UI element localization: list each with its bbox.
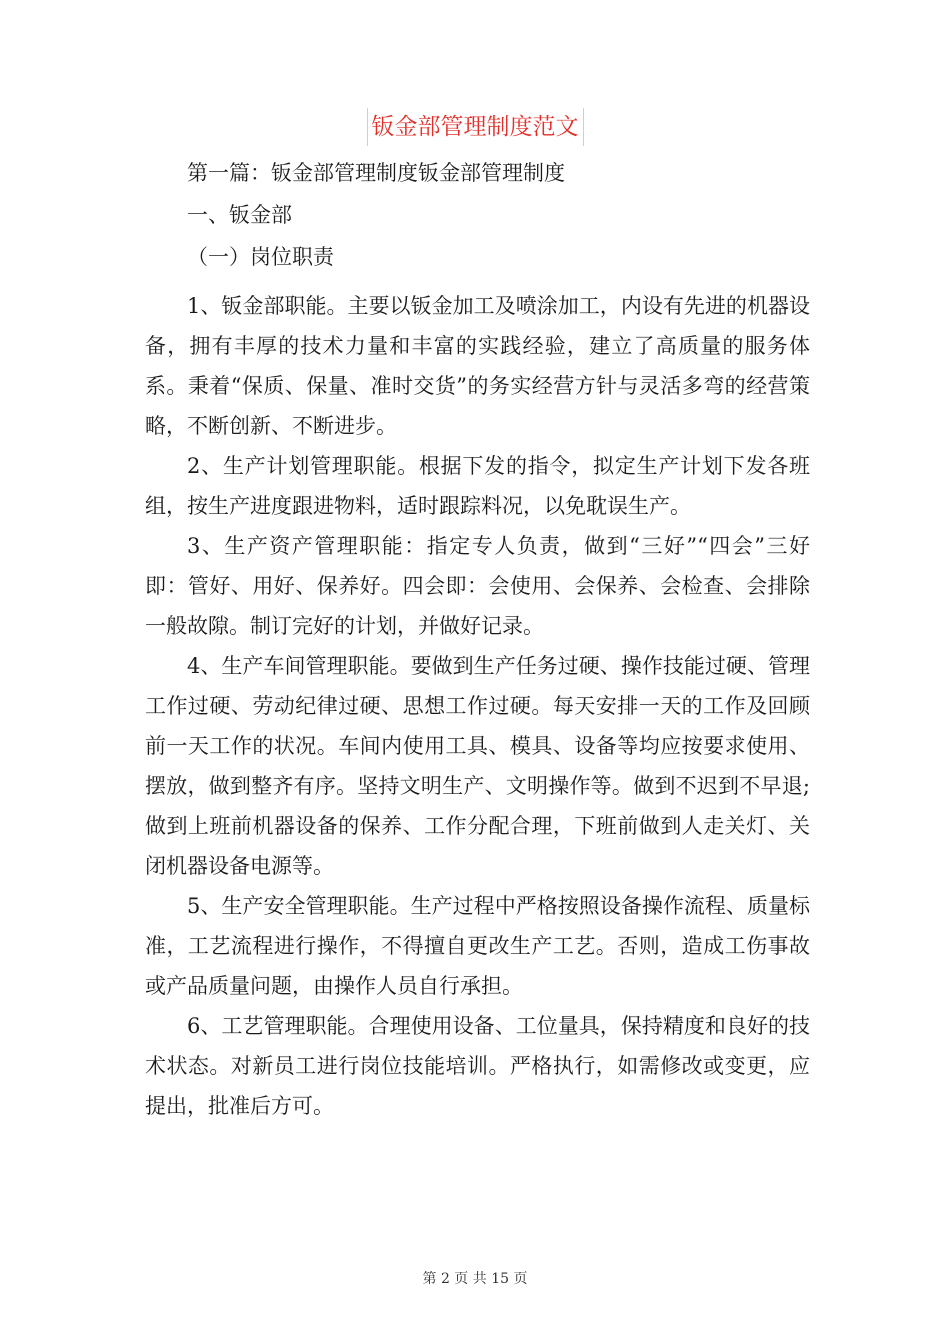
heading-chapter: 第一篇：钣金部管理制度钣金部管理制度 — [187, 161, 565, 185]
document-body — [145, 152, 810, 1126]
title-container — [0, 108, 950, 146]
page-number: 第 2 页 共 15 页 — [422, 1271, 528, 1287]
paragraph-2: 2、生产计划管理职能。根据下发的指令，拟定生产计划下发各班组，按生产进度跟进物料，适时跟踪料况，以免耽误生产。 — [145, 454, 810, 518]
paragraph-4: 4、生产车间管理职能。要做到生产任务过硬、操作技能过硬、管理工作过硬、劳动纪律过硬、思想工作过硬。每天安排一天的工作及回顾前一天工作的状况。车间内使用工具、模具、设备等均应按要求使用、摆放，做到整齐有序。坚持文明生产、文明操作等。做到不迟到不早退;做到上班前机器设备的保养、工作分配合理，下班前做到人走关灯、关闭机器设备电源等。 — [145, 654, 810, 878]
paragraph-1: 1、钣金部职能。主要以钣金加工及喷涂加工，内设有先进的机器设备，拥有丰厚的技术力量和丰富的实践经验，建立了高质量的服务体系。秉着“保质、保量、准时交货”的务实经营方针与灵活多弯的经营策略，不断创新、不断进步。 — [145, 294, 810, 438]
paragraph-3: 3、生产资产管理职能：指定专人负责，做到“三好”“四会”三好即：管好、用好、保养好。四会即：会使用、会保养、会检查、会排除一般故隙。制订完好的计划，并做好记录。 — [145, 534, 810, 638]
paragraph-5: 5、生产安全管理职能。生产过程中严格按照设备操作流程、质量标准，工艺流程进行操作，不得擅自更改生产工艺。否则，造成工伤事故或产品质量问题，由操作人员自行承担。 — [145, 894, 810, 998]
document-title: 钣金部管理制度范文 — [367, 108, 584, 146]
paragraph-6: 6、工艺管理职能。合理使用设备、工位量具，保持精度和良好的技术状态。对新员工进行岗位技能培训。严格执行，如需修改或变更，应提出，批准后方可。 — [145, 1014, 810, 1118]
heading-section: 一、钣金部 — [187, 203, 292, 227]
heading-subsection: （一）岗位职责 — [187, 245, 334, 269]
